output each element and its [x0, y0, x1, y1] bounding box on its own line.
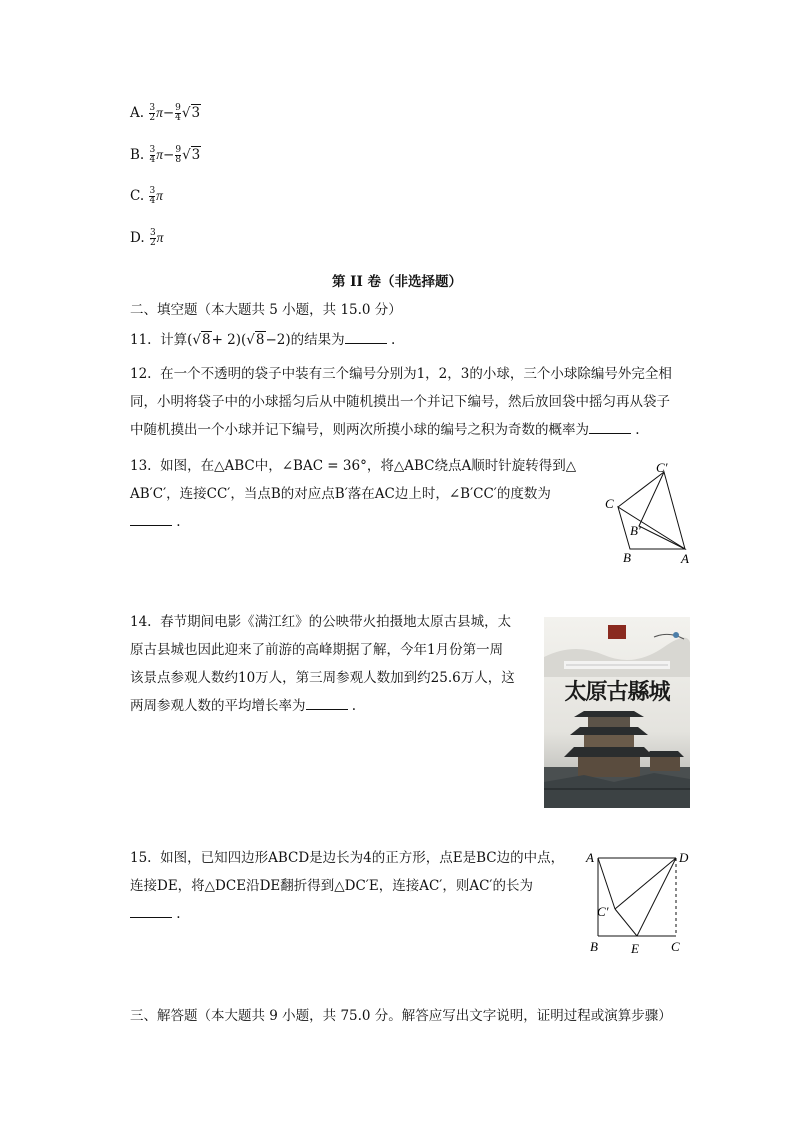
- triangle-figure: [598, 456, 702, 566]
- answer-blank: [130, 513, 172, 526]
- square-figure: [584, 848, 694, 960]
- poster-image: [544, 617, 690, 808]
- answer-blank: [306, 697, 348, 710]
- label-c: C: [605, 496, 614, 511]
- part-heading-3: 三、解答题（本大题共 9 小题，共 75.0 分。解答应写出文字说明，证明过程或演算步骤）: [130, 1008, 672, 1024]
- label-b: B: [590, 939, 598, 954]
- fraction: $\frac{3}{2}$: [149, 228, 156, 248]
- label-b-prime: B′: [630, 523, 641, 538]
- option-c: C. $\frac{3}{4}$ π: [130, 186, 163, 206]
- section-title: 第 II 卷（非选择题）: [331, 274, 463, 290]
- option-a: A. $\frac{3}{2}$ π− $\frac{9}{4}$ √3: [130, 103, 201, 123]
- question-15: 15. 如图，已知四边形ABCD是边长为4的正方形，点E是BC边的中点， 连接DE，将△DCE沿DE翻折得到△DC′E，连接AC′，则AC′的长为 .: [130, 850, 565, 922]
- part-heading: 二、填空题（本大题共 5 小题，共 15.0 分）: [130, 302, 402, 318]
- answer-blank: [130, 905, 172, 918]
- answer-blank: [345, 331, 387, 344]
- label-c-prime: C′: [597, 904, 609, 919]
- label-c-prime: C′: [656, 460, 668, 475]
- label-c: C: [671, 939, 680, 954]
- poster-illustration: [544, 617, 690, 808]
- question-11: 11. 计算(√8+ 2)(√8−2)的结果为 .: [130, 332, 396, 348]
- label-d: D: [679, 850, 689, 865]
- label-a: A: [681, 551, 689, 566]
- fraction: $\frac{3}{4}$: [149, 186, 156, 206]
- option-b: B. $\frac{3}{4}$ π− $\frac{9}{8}$ √3: [130, 145, 201, 165]
- answer-blank: [589, 421, 631, 434]
- fraction: $\frac{3}{2}$: [149, 103, 156, 123]
- poster-title: 太原古縣城: [564, 679, 670, 705]
- fraction: $\frac{9}{4}$: [175, 103, 181, 123]
- option-d: D. $\frac{3}{2}$ π: [130, 228, 164, 248]
- label-b: B: [623, 550, 631, 565]
- question-12: 12. 在一个不透明的袋子中装有三个编号分别为1，2，3的小球，三个小球除编号外完全相 同，小明将袋子中的小球摇匀后从中随机摸出一个并记下编号，然后放回袋中摇匀再从袋子 中随机摸出一个小球并记下编号，则两次所摸小球的编号之积为奇数的概率为 .: [130, 366, 672, 438]
- fraction: $\frac{9}{8}$: [175, 145, 182, 165]
- question-13: 13. 如图，在△ABC中，∠BAC = 36°，将△ABC绕点A顺时针旋转得到△ AB′C′，连接CC′，当点B的对应点B′落在AC边上时，∠B′CC′的度数为 .: [130, 458, 577, 530]
- fraction: $\frac{3}{4}$: [149, 145, 156, 165]
- label-e: E: [631, 941, 639, 956]
- question-14: 14. 春节期间电影《满江红》的公映带火拍摄地太原古县城，太 原古县城也因此迎来了前游的高峰期据了解，今年1月份第一周 该景点参观人数约10万人，第三周参观人数加到约25.6万人，这 两周参观人数的平均增长率为 .: [130, 614, 515, 714]
- label-a: A: [586, 850, 594, 865]
